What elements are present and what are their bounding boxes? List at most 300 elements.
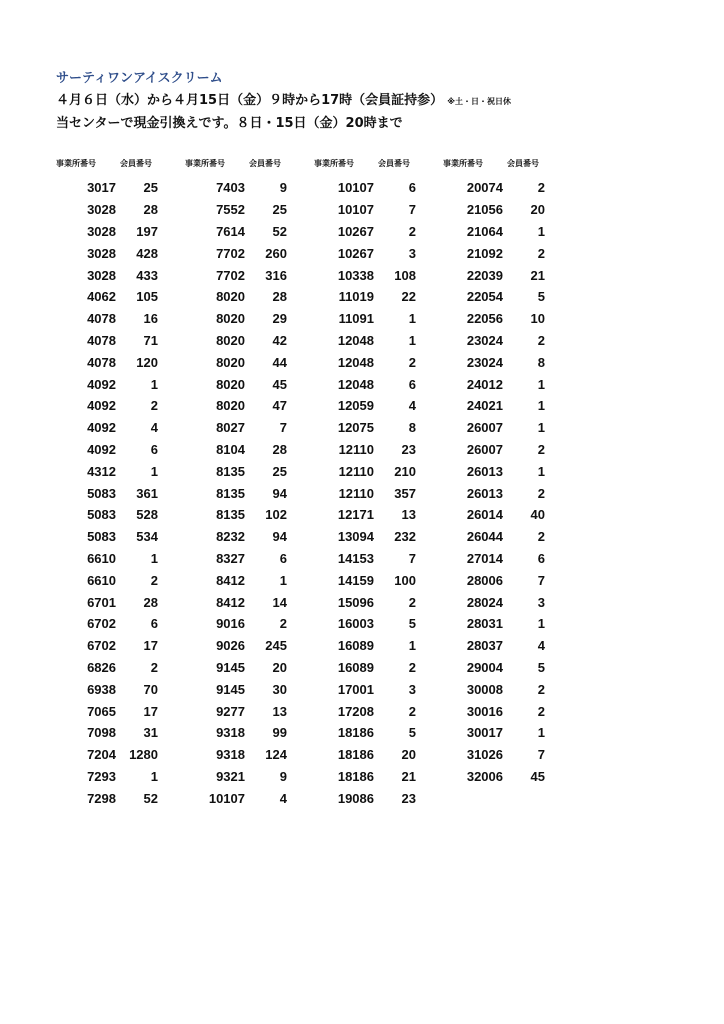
member-number: 9 — [279, 768, 287, 784]
member-number: 2 — [150, 572, 158, 588]
member-number: 357 — [394, 485, 416, 501]
office-number: 10267 — [337, 223, 374, 239]
office-number: 3028 — [87, 245, 116, 261]
header-office-number: 事業所番号 — [443, 159, 483, 168]
member-number: 10 — [530, 311, 545, 327]
member-number: 23 — [401, 790, 416, 806]
member-number: 28 — [143, 594, 158, 610]
table-row — [314, 744, 422, 766]
member-number: 3 — [408, 245, 416, 261]
header-office-number: 事業所番号 — [185, 159, 225, 168]
table-row — [314, 351, 422, 373]
member-number: 316 — [265, 267, 287, 283]
member-number: 28 — [272, 441, 287, 457]
office-number: 21064 — [466, 223, 503, 239]
member-number: 2 — [537, 441, 545, 457]
table-row — [56, 482, 164, 504]
table-row — [443, 635, 551, 657]
table-row — [314, 460, 422, 482]
office-number: 28006 — [466, 572, 503, 588]
header-member-number: 会員番号 — [249, 159, 281, 168]
header-member-number: 会員番号 — [507, 159, 539, 168]
header-office-number: 事業所番号 — [56, 159, 96, 168]
column-header — [443, 156, 551, 171]
member-number: 25 — [272, 202, 287, 218]
office-number: 8135 — [216, 507, 245, 523]
member-number: 2 — [279, 616, 287, 632]
schedule-text: ４月６日（水）から４月15日（金）９時から17時（会員証持参） — [56, 93, 444, 108]
table-row — [314, 221, 422, 243]
table-row — [185, 613, 293, 635]
table-row — [314, 439, 422, 461]
member-number: 100 — [394, 572, 416, 588]
office-number: 6610 — [87, 572, 116, 588]
office-number: 22039 — [466, 267, 503, 283]
member-number: 7 — [408, 550, 416, 566]
table-row — [185, 635, 293, 657]
table-row — [314, 569, 422, 591]
member-number: 6 — [279, 550, 287, 566]
office-number: 12110 — [338, 441, 374, 457]
member-number: 6 — [537, 550, 545, 566]
office-number: 16003 — [337, 616, 374, 632]
member-number: 1 — [537, 223, 545, 239]
office-number: 7552 — [216, 202, 245, 218]
member-number: 6 — [150, 616, 158, 632]
office-number: 12048 — [337, 354, 374, 370]
table-row — [314, 678, 422, 700]
office-number: 26044 — [466, 529, 503, 545]
member-number: 5 — [537, 289, 545, 305]
office-number: 18186 — [337, 747, 374, 763]
member-number: 14 — [272, 594, 287, 610]
table-row — [56, 787, 164, 809]
office-number: 21092 — [466, 245, 503, 261]
office-number: 9318 — [216, 747, 245, 763]
table-row — [443, 504, 551, 526]
office-number: 4312 — [87, 463, 116, 479]
member-number: 1 — [408, 332, 416, 348]
member-number: 13 — [401, 507, 416, 523]
office-number: 3017 — [87, 180, 116, 196]
office-number: 7204 — [87, 747, 116, 763]
member-number: 2 — [537, 529, 545, 545]
table-row — [56, 700, 164, 722]
member-number: 2 — [408, 594, 416, 610]
table-row — [185, 766, 293, 788]
table-row — [185, 569, 293, 591]
member-number: 30 — [272, 681, 287, 697]
office-number: 10338 — [337, 267, 374, 283]
column-header — [185, 156, 293, 171]
table-row — [443, 460, 551, 482]
member-number: 5 — [408, 725, 416, 741]
office-number: 7614 — [216, 223, 245, 239]
table-row — [443, 766, 551, 788]
table-row — [185, 221, 293, 243]
table-row — [314, 504, 422, 526]
member-number: 5 — [537, 659, 545, 675]
member-number: 2 — [408, 703, 416, 719]
member-number: 1 — [150, 463, 158, 479]
exchange-line: 当センターで現金引換えです。８日・15日（金）20時まで — [56, 116, 403, 131]
table-row — [56, 766, 164, 788]
office-number: 10107 — [337, 180, 374, 196]
column-rows — [185, 177, 293, 809]
office-number: 17208 — [337, 703, 374, 719]
office-number: 7298 — [87, 790, 116, 806]
member-number: 1 — [150, 768, 158, 784]
table-row — [56, 613, 164, 635]
office-number: 18186 — [337, 768, 374, 784]
office-number: 8104 — [216, 441, 245, 457]
office-number: 12171 — [337, 507, 374, 523]
office-number: 26007 — [466, 441, 503, 457]
table-row — [443, 221, 551, 243]
table-row — [314, 417, 422, 439]
member-number: 23 — [401, 441, 416, 457]
office-number: 14159 — [337, 572, 374, 588]
table-row — [314, 548, 422, 570]
table-row — [185, 722, 293, 744]
office-number: 24021 — [466, 398, 503, 414]
table-row — [185, 744, 293, 766]
office-number: 16089 — [337, 659, 374, 675]
member-number: 3 — [537, 594, 545, 610]
office-number: 30017 — [466, 725, 503, 741]
table-row — [314, 700, 422, 722]
member-number: 197 — [136, 223, 158, 239]
member-number: 52 — [272, 223, 287, 239]
table-row — [314, 526, 422, 548]
column-header — [56, 156, 164, 171]
office-number: 8020 — [216, 311, 245, 327]
table-row — [185, 548, 293, 570]
table-row — [56, 417, 164, 439]
table-row — [443, 678, 551, 700]
office-number: 9016 — [216, 616, 245, 632]
member-number: 232 — [394, 529, 416, 545]
office-number: 7293 — [87, 768, 116, 784]
office-number: 4078 — [87, 354, 116, 370]
table-row — [185, 439, 293, 461]
member-number: 1280 — [129, 747, 158, 763]
member-number: 40 — [530, 507, 545, 523]
office-number: 10267 — [337, 245, 374, 261]
table-row — [314, 264, 422, 286]
office-number: 8020 — [216, 354, 245, 370]
table-row — [185, 395, 293, 417]
office-number: 9145 — [216, 681, 245, 697]
table-row — [56, 264, 164, 286]
office-number: 4062 — [87, 289, 116, 305]
office-number: 30016 — [466, 703, 503, 719]
member-number: 102 — [265, 507, 287, 523]
office-number: 7403 — [216, 180, 245, 196]
table-row — [185, 591, 293, 613]
table-row — [443, 657, 551, 679]
member-number: 4 — [408, 398, 416, 414]
table-row — [314, 766, 422, 788]
table-row — [56, 351, 164, 373]
office-number: 9277 — [216, 703, 245, 719]
office-number: 32006 — [466, 768, 503, 784]
member-number: 1 — [408, 638, 416, 654]
office-number: 8020 — [216, 289, 245, 305]
member-number: 2 — [537, 681, 545, 697]
office-number: 17001 — [337, 681, 374, 697]
header-member-number: 会員番号 — [378, 159, 410, 168]
table-column-1 — [56, 156, 164, 809]
member-number: 16 — [143, 311, 158, 327]
office-number: 4078 — [87, 311, 116, 327]
table-row — [443, 199, 551, 221]
office-number: 28024 — [466, 594, 503, 610]
table-row — [443, 482, 551, 504]
table-row — [56, 591, 164, 613]
office-number: 4092 — [87, 420, 116, 436]
table-row — [185, 199, 293, 221]
member-number: 2 — [150, 398, 158, 414]
office-number: 13094 — [337, 529, 374, 545]
member-number: 2 — [150, 659, 158, 675]
office-number: 23024 — [466, 332, 503, 348]
table-row — [443, 591, 551, 613]
member-number: 1 — [537, 463, 545, 479]
member-number: 45 — [272, 376, 287, 392]
table-row — [443, 613, 551, 635]
office-number: 10107 — [337, 202, 374, 218]
table-row — [56, 678, 164, 700]
member-number: 71 — [143, 332, 158, 348]
table-row — [185, 264, 293, 286]
member-number: 17 — [143, 638, 158, 654]
table-row — [56, 657, 164, 679]
member-number: 8 — [408, 420, 416, 436]
member-number: 1 — [150, 550, 158, 566]
member-number: 2 — [408, 354, 416, 370]
office-number: 15096 — [337, 594, 374, 610]
office-number: 22056 — [466, 311, 503, 327]
member-number: 6 — [150, 441, 158, 457]
table-row — [185, 351, 293, 373]
table-row — [56, 548, 164, 570]
office-number: 5083 — [87, 485, 116, 501]
office-number: 8412 — [216, 572, 245, 588]
member-number: 42 — [272, 332, 287, 348]
office-number: 10107 — [208, 790, 245, 806]
table-row — [56, 744, 164, 766]
member-number: 428 — [136, 245, 158, 261]
table-row — [314, 613, 422, 635]
holiday-note: ※土・日・祝日休 — [447, 97, 511, 106]
member-number: 1 — [150, 376, 158, 392]
table-row — [314, 308, 422, 330]
office-number: 11091 — [338, 311, 374, 327]
member-number: 1 — [408, 311, 416, 327]
table-row — [443, 242, 551, 264]
member-number: 361 — [136, 485, 158, 501]
member-number: 7 — [537, 747, 545, 763]
table-row — [185, 482, 293, 504]
member-number: 2 — [537, 703, 545, 719]
office-number: 4078 — [87, 332, 116, 348]
member-number: 8 — [537, 354, 545, 370]
member-number: 1 — [537, 725, 545, 741]
member-number: 20 — [530, 202, 545, 218]
table-row — [56, 526, 164, 548]
member-number: 94 — [272, 485, 287, 501]
table-row — [185, 177, 293, 199]
member-number: 2 — [408, 223, 416, 239]
office-number: 4092 — [87, 376, 116, 392]
member-number: 1 — [537, 616, 545, 632]
member-number: 13 — [272, 703, 287, 719]
table-row — [56, 221, 164, 243]
table-row — [185, 286, 293, 308]
schedule-line — [56, 89, 511, 108]
table-row — [443, 308, 551, 330]
header-member-number: 会員番号 — [120, 159, 152, 168]
column-rows — [56, 177, 164, 809]
table-row — [443, 330, 551, 352]
table-row — [443, 264, 551, 286]
table-row — [56, 504, 164, 526]
member-number: 7 — [408, 202, 416, 218]
office-number: 3028 — [87, 267, 116, 283]
member-number: 21 — [401, 768, 416, 784]
member-number: 99 — [272, 725, 287, 741]
office-number: 9026 — [216, 638, 245, 654]
member-number: 2 — [537, 180, 545, 196]
member-number: 94 — [272, 529, 287, 545]
member-number: 5 — [408, 616, 416, 632]
office-number: 12110 — [338, 485, 374, 501]
member-number: 2 — [537, 332, 545, 348]
office-number: 8135 — [216, 463, 245, 479]
table-row — [314, 635, 422, 657]
member-number: 9 — [279, 180, 287, 196]
table-column-2 — [185, 156, 293, 809]
member-number: 4 — [150, 420, 158, 436]
table-row — [443, 548, 551, 570]
table-row — [314, 373, 422, 395]
table-row — [185, 657, 293, 679]
table-row — [443, 744, 551, 766]
office-number: 8020 — [216, 376, 245, 392]
office-number: 26007 — [466, 420, 503, 436]
member-number: 22 — [401, 289, 416, 305]
table-row — [443, 439, 551, 461]
member-number: 21 — [530, 267, 545, 283]
office-number: 26013 — [466, 485, 503, 501]
table-row — [56, 286, 164, 308]
member-number: 105 — [136, 289, 158, 305]
table-row — [443, 395, 551, 417]
office-number: 30008 — [466, 681, 503, 697]
member-number: 20 — [401, 747, 416, 763]
member-number: 31 — [143, 725, 158, 741]
member-number: 47 — [272, 398, 287, 414]
office-number: 6938 — [87, 681, 116, 697]
member-number: 6 — [408, 376, 416, 392]
member-number: 17 — [143, 703, 158, 719]
office-number: 12110 — [338, 463, 374, 479]
table-row — [443, 286, 551, 308]
office-number: 28037 — [466, 638, 503, 654]
office-number: 8135 — [216, 485, 245, 501]
member-number: 70 — [143, 681, 158, 697]
member-number: 44 — [272, 354, 287, 370]
office-number: 26013 — [466, 463, 503, 479]
table-row — [314, 242, 422, 264]
office-number: 8327 — [216, 550, 245, 566]
member-number: 433 — [136, 267, 158, 283]
member-number: 534 — [136, 529, 158, 545]
table-row — [56, 373, 164, 395]
table-row — [443, 351, 551, 373]
office-number: 8027 — [216, 420, 245, 436]
office-number: 20074 — [466, 180, 503, 196]
table-row — [443, 417, 551, 439]
office-number: 5083 — [87, 507, 116, 523]
office-number: 29004 — [466, 659, 503, 675]
table-row — [314, 787, 422, 809]
table-row — [314, 286, 422, 308]
office-number: 12075 — [337, 420, 374, 436]
member-number: 29 — [272, 311, 287, 327]
table-row — [443, 177, 551, 199]
member-number: 3 — [408, 681, 416, 697]
table-column-4 — [443, 156, 551, 787]
table-row — [56, 199, 164, 221]
table-row — [56, 439, 164, 461]
office-number: 4092 — [87, 441, 116, 457]
office-number: 8020 — [216, 398, 245, 414]
member-number: 120 — [136, 354, 158, 370]
table-row — [443, 373, 551, 395]
table-row — [185, 308, 293, 330]
table-row — [56, 569, 164, 591]
office-number: 7702 — [216, 245, 245, 261]
member-number: 108 — [394, 267, 416, 283]
office-number: 16089 — [337, 638, 374, 654]
member-number: 4 — [279, 790, 287, 806]
office-number: 22054 — [466, 289, 503, 305]
table-row — [185, 700, 293, 722]
office-number: 5083 — [87, 529, 116, 545]
office-number: 8232 — [216, 529, 245, 545]
office-number: 11019 — [338, 289, 374, 305]
table-row — [56, 395, 164, 417]
member-number: 25 — [143, 180, 158, 196]
table-row — [185, 504, 293, 526]
table-row — [185, 526, 293, 548]
table-row — [314, 591, 422, 613]
office-number: 4092 — [87, 398, 116, 414]
office-number: 18186 — [337, 725, 374, 741]
table-row — [314, 722, 422, 744]
office-number: 9321 — [216, 768, 245, 784]
member-number: 7 — [537, 572, 545, 588]
header-office-number: 事業所番号 — [314, 159, 354, 168]
table-row — [185, 373, 293, 395]
member-number: 1 — [537, 398, 545, 414]
office-number: 9145 — [216, 659, 245, 675]
office-number: 24012 — [466, 376, 503, 392]
office-number: 7098 — [87, 725, 116, 741]
table-row — [443, 722, 551, 744]
